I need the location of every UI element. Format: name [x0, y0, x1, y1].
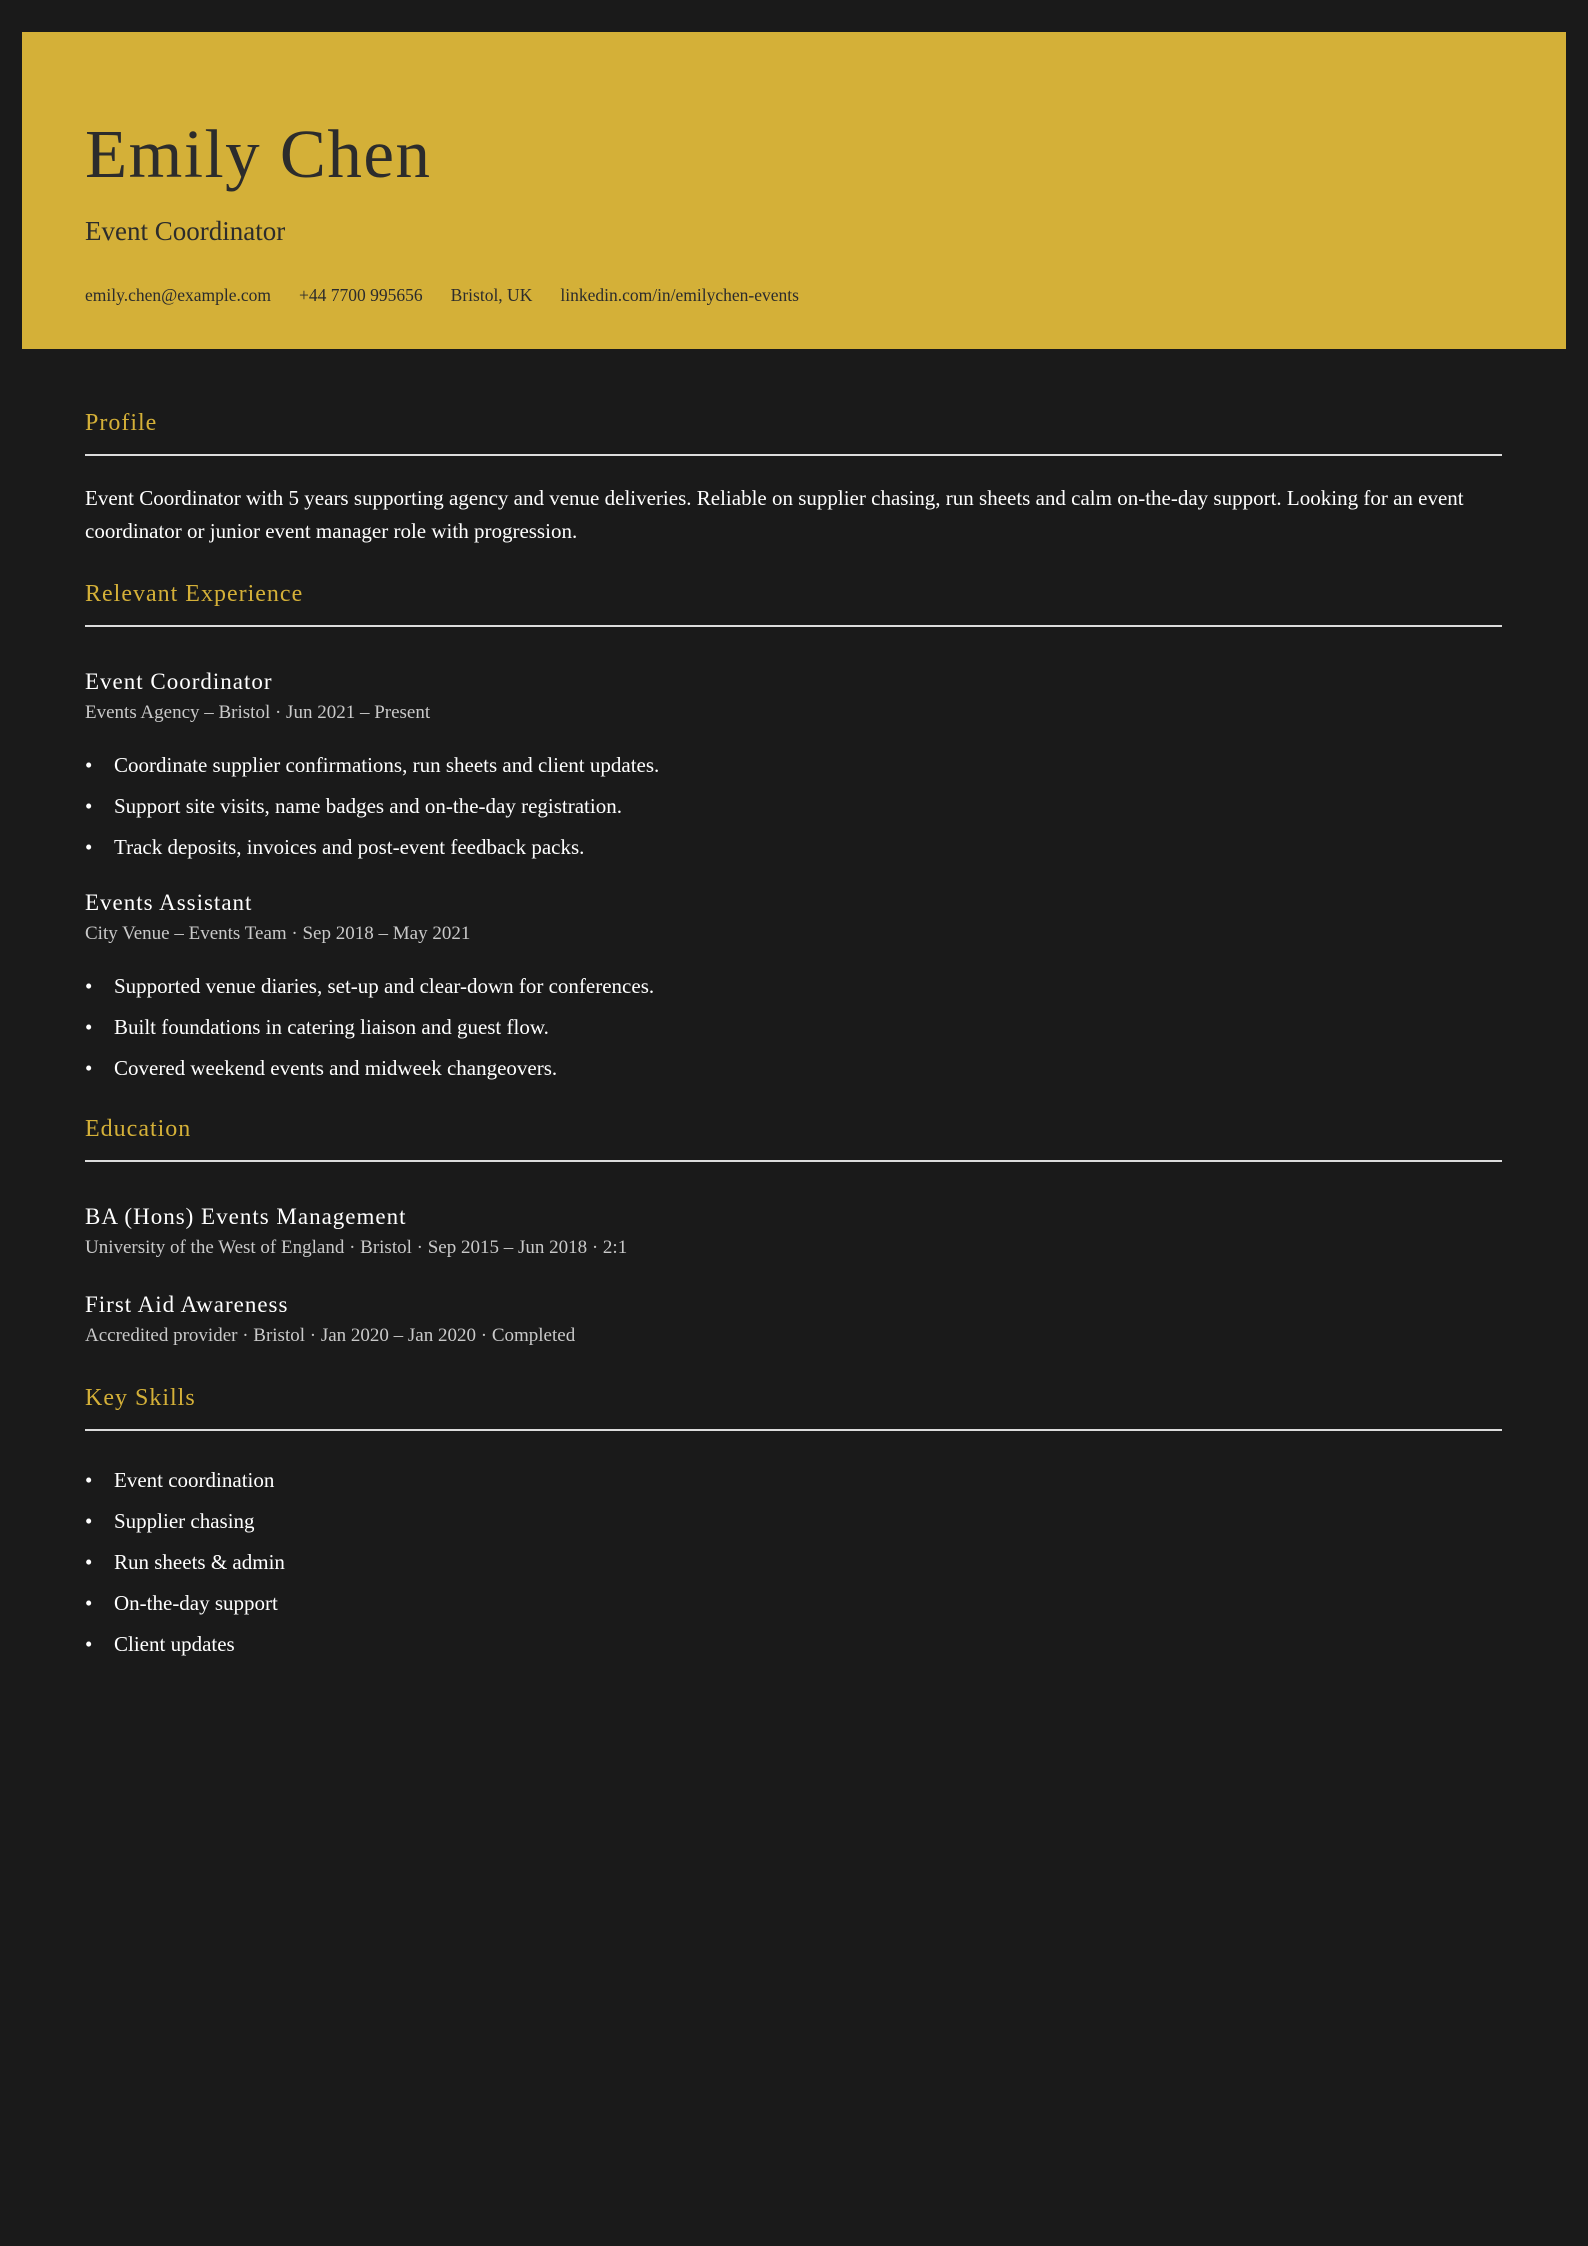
- education-meta: University of the West of England · Bristol · Sep 2015 – Jun 2018 · 2:1: [85, 1237, 628, 1258]
- list-item: • Covered weekend events and midweek changeovers.: [85, 1056, 558, 1080]
- job-title: Events Assistant: [85, 890, 253, 915]
- list-item: • Supplier chasing: [85, 1509, 255, 1533]
- job-bullets: [85, 966, 654, 1089]
- job-title: Event Coordinator: [85, 669, 273, 694]
- list-item: • Event coordination: [85, 1468, 275, 1492]
- section-divider: [85, 625, 1502, 627]
- contact-linkedin: linkedin.com/in/emilychen-events: [560, 285, 799, 305]
- contact-phone: +44 7700 995656: [299, 285, 423, 305]
- candidate-role: Event Coordinator: [85, 216, 286, 246]
- section-heading-education: Education: [85, 1116, 192, 1142]
- list-item: • Supported venue diaries, set-up and clear-down for conferences.: [85, 974, 655, 998]
- list-item: • Client updates: [85, 1632, 235, 1656]
- resume-header: [22, 32, 1566, 349]
- candidate-name: Emily Chen: [85, 116, 432, 192]
- education-meta: Accredited provider · Bristol · Jan 2020 – Jan 2020 · Completed: [85, 1325, 576, 1346]
- section-divider: [85, 454, 1502, 456]
- job-meta: City Venue – Events Team · Sep 2018 – May 2021: [85, 923, 471, 944]
- list-item: • Built foundations in catering liaison and guest flow.: [85, 1015, 549, 1039]
- list-item: • Track deposits, invoices and post-event feedback packs.: [85, 835, 585, 859]
- section-heading-profile: Profile: [85, 410, 158, 436]
- list-item: • Coordinate supplier confirmations, run sheets and client updates.: [85, 753, 660, 777]
- list-item: • Support site visits, name badges and on-the-day registration.: [85, 794, 622, 818]
- skills-list: [85, 1460, 285, 1665]
- section-heading-skills: Key Skills: [85, 1385, 196, 1411]
- contact-location: Bristol, UK: [450, 285, 533, 305]
- contact-line: [85, 287, 799, 305]
- contact-email: emily.chen@example.com: [85, 285, 272, 305]
- education-title: First Aid Awareness: [85, 1292, 289, 1317]
- section-divider: [85, 1160, 1502, 1162]
- job-bullets: [85, 745, 659, 868]
- education-title: BA (Hons) Events Management: [85, 1204, 407, 1229]
- job-meta: Events Agency – Bristol · Jun 2021 – Present: [85, 702, 431, 723]
- list-item: • On-the-day support: [85, 1591, 278, 1615]
- section-divider: [85, 1429, 1502, 1431]
- profile-summary: Event Coordinator with 5 years supporting agency and venue deliveries. Reliable on supplier chasing, run sheets and calm on-the-day support. Looking for an event coordinator or junior event manager role with progression.: [85, 486, 1464, 543]
- section-heading-experience: Relevant Experience: [85, 581, 304, 607]
- list-item: • Run sheets & admin: [85, 1550, 285, 1574]
